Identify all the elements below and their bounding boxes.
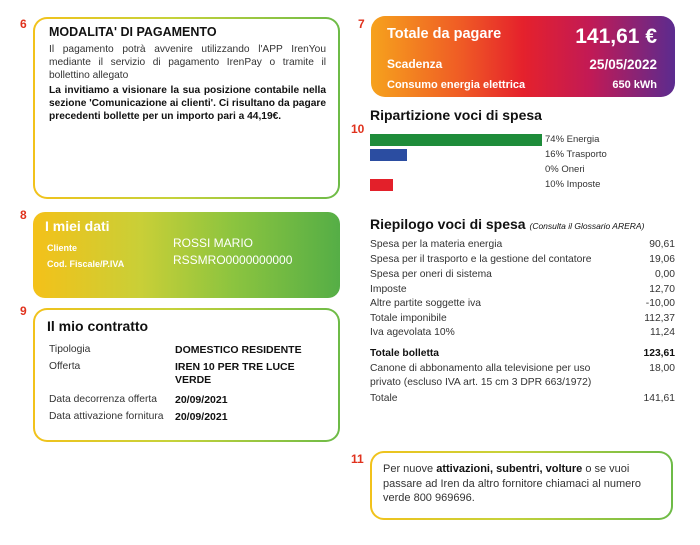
payment-notice-text: La invitiamo a visionare la sua posizione contabile nella sezione 'Comunicazione ai clienti'. Ci risultano da pagare precedenti bollette per un importo pari a 44,19€.	[49, 85, 326, 122]
total-due-label: Totale da pagare	[387, 26, 502, 42]
payment-method-title: MODALITA' DI PAGAMENTO	[49, 25, 217, 39]
my-data-box	[33, 212, 340, 298]
summary-row-label: Iva agevolata 10%	[370, 327, 455, 338]
summary-row-label: Imposte	[370, 284, 407, 295]
breakdown-label: 16% Trasporto	[545, 149, 607, 160]
contract-label: Data attivazione fornitura	[49, 411, 164, 422]
summary-row-label: Totale imponibile	[370, 313, 447, 324]
my-data-title: I miei dati	[45, 218, 110, 234]
section-marker-9: 9	[20, 304, 27, 318]
contract-value: IREN 10 PER TRE LUCE VERDE	[175, 361, 295, 386]
breakdown-bar	[370, 179, 393, 191]
summary-row-label: Spesa per la materia energia	[370, 239, 503, 250]
breakdown-label: 0% Oneri	[545, 164, 585, 175]
summary-row-label: Totale bolletta	[370, 348, 440, 359]
contract-value: 20/09/2021	[175, 411, 228, 423]
info-box	[370, 451, 673, 520]
section-marker-10: 10	[351, 122, 365, 136]
due-date-value: 25/05/2022	[589, 57, 657, 72]
my-contract-box	[33, 308, 340, 442]
payment-method-box	[33, 17, 340, 199]
summary-row-value: 112,37	[644, 313, 675, 324]
summary-row-label: Spesa per il trasporto e la gestione del contatore	[370, 254, 592, 265]
section-marker-11: 11	[351, 452, 364, 466]
summary-title	[370, 216, 644, 232]
section-marker-7: 7	[358, 17, 365, 31]
summary-title-text: Riepilogo voci di spesa	[370, 216, 526, 232]
consumption-value: 650 kWh	[612, 79, 657, 91]
summary-subtitle: (Consulta il Glossario ARERA)	[529, 221, 645, 231]
contract-label: Data decorrenza offerta	[49, 394, 157, 405]
consumption-label: Consumo energia elettrica	[387, 79, 526, 91]
contract-label: Tipologia	[49, 344, 91, 355]
my-contract-title: Il mio contratto	[47, 318, 149, 334]
tax-code-label: Cod. Fiscale/P.IVA	[47, 259, 125, 269]
breakdown-title: Ripartizione voci di spesa	[370, 107, 542, 123]
contract-value: 20/09/2021	[175, 394, 228, 406]
summary-row-value: 11,24	[649, 327, 675, 338]
breakdown-label: 10% Imposte	[545, 179, 601, 190]
info-text	[372, 453, 671, 518]
section-marker-8: 8	[20, 208, 27, 222]
breakdown-label: 74% Energia	[545, 134, 600, 145]
info-text-post: o se vuoi passare ad Iren da altro fornitore chiamaci al numero verde 800 969696.	[383, 463, 642, 504]
summary-row-value: 18,00	[649, 363, 675, 374]
summary-row-label: Altre partite soggette iva	[370, 298, 482, 309]
summary-row-value: 0,00	[654, 269, 675, 280]
total-due-value: 141,61 €	[575, 25, 657, 48]
payment-method-text: Il pagamento potrà avvenire utilizzando l'APP IrenYou mediante il servizio di pagamento IrenPay o tramite il bollettino allegato	[49, 44, 326, 81]
info-text-pre: Per nuove	[383, 463, 437, 475]
customer-value: ROSSI MARIO	[173, 236, 254, 250]
summary-row-value: 90,61	[649, 239, 675, 250]
tax-code-value: RSSMRO0000000000	[173, 253, 293, 267]
breakdown-bar	[370, 134, 542, 146]
summary-row-value: 12,70	[649, 284, 675, 295]
due-date-label: Scadenza	[387, 57, 443, 71]
summary-row-value: 123,61	[643, 348, 675, 359]
summary-row-label: Canone di abbonamento alla televisione per uso privato (escluso IVA art. 15 cm 3 DPR 663/1972)	[370, 363, 592, 388]
contract-label: Offerta	[49, 361, 81, 372]
customer-label: Cliente	[47, 243, 78, 253]
summary-row-label: Totale	[370, 393, 398, 404]
section-marker-6: 6	[20, 17, 27, 31]
summary-row-label: Spesa per oneri di sistema	[370, 269, 492, 280]
info-text-bold: attivazioni, subentri, volture	[436, 463, 583, 475]
summary-row-value: 141,61	[643, 393, 675, 404]
contract-value: DOMESTICO RESIDENTE	[175, 344, 302, 356]
summary-row-value: -10,00	[645, 298, 675, 309]
breakdown-bar	[370, 149, 407, 161]
summary-row-value: 19,06	[649, 254, 675, 265]
total-due-box	[371, 16, 675, 97]
